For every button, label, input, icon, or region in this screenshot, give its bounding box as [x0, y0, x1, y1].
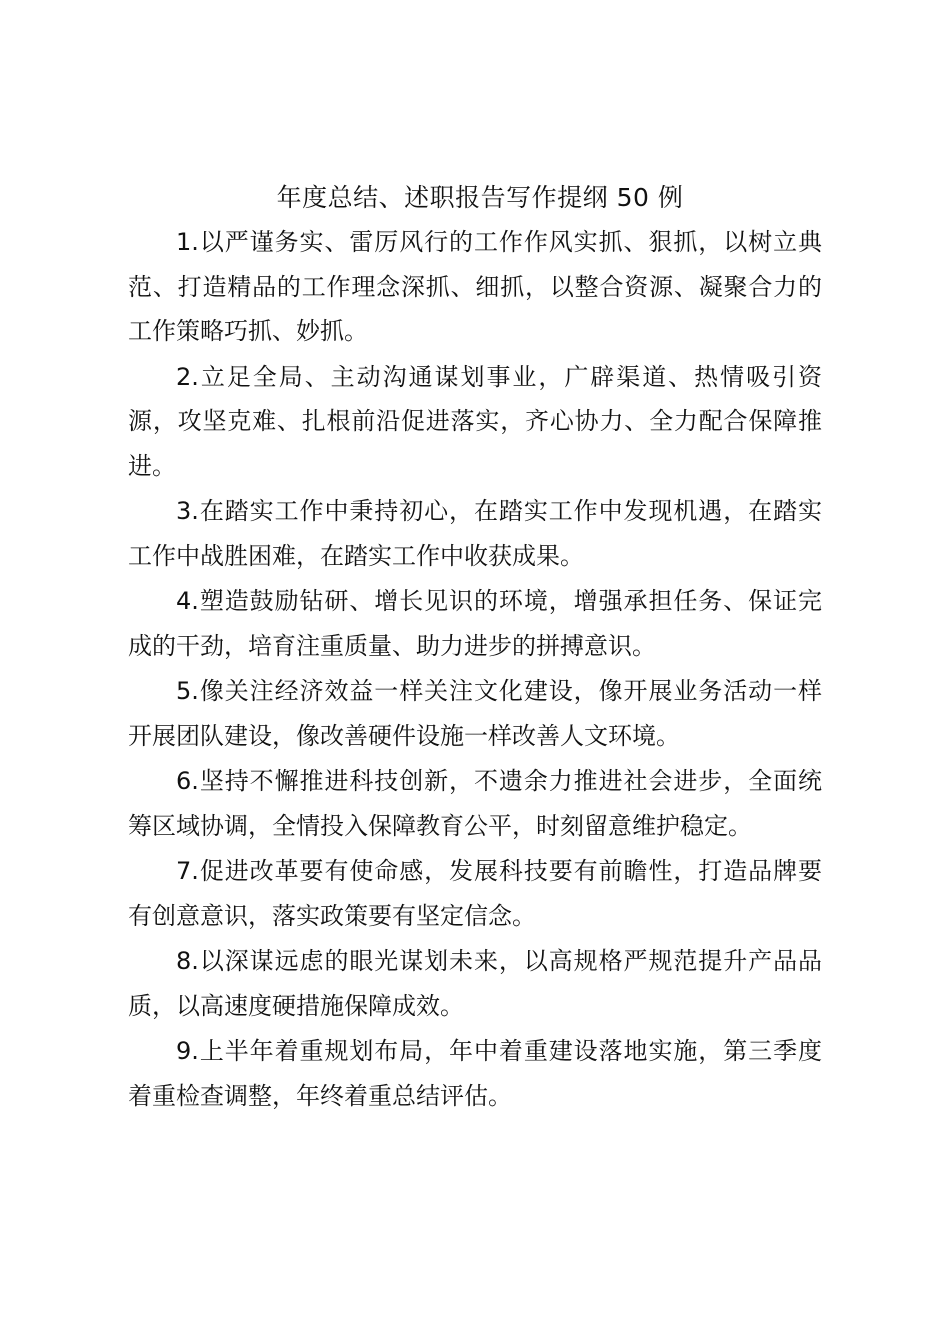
paragraph-4: 4.塑造鼓励钻研、增长见识的环境，增强承担任务、保证完成的干劲，培育注重质量、助力进步的拼搏意识。	[128, 587, 822, 660]
paragraph-6: 6.坚持不懈推进科技创新，不遗余力推进社会进步，全面统筹区域协调，全情投入保障教育公平，时刻留意维护稳定。	[128, 767, 822, 840]
paragraph-1: 1.以严谨务实、雷厉风行的工作作风实抓、狠抓，以树立典范、打造精品的工作理念深抓、细抓，以整合资源、凝聚合力的工作策略巧抓、妙抓。	[128, 228, 822, 345]
document-page	[128, 176, 822, 1119]
paragraph-9: 9.上半年着重规划布局，年中着重建设落地实施，第三季度着重检查调整，年终着重总结评估。	[128, 1037, 822, 1110]
paragraph-5: 5.像关注经济效益一样关注文化建设，像开展业务活动一样开展团队建设，像改善硬件设施一样改善人文环境。	[128, 677, 822, 750]
paragraph-2: 2.立足全局、主动沟通谋划事业，广辟渠道、热情吸引资源，攻坚克难、扎根前沿促进落实，齐心协力、全力配合保障推进。	[128, 362, 822, 480]
document-title: 年度总结、述职报告写作提纲 50 例	[276, 183, 684, 212]
paragraph-3: 3.在踏实工作中秉持初心，在踏实工作中发现机遇，在踏实工作中战胜困难，在踏实工作中收获成果。	[128, 497, 822, 570]
paragraph-8: 8.以深谋远虑的眼光谋划未来，以高规格严规范提升产品品质，以高速度硬措施保障成效。	[128, 947, 822, 1020]
paragraph-7: 7.促进改革要有使命感，发展科技要有前瞻性，打造品牌要有创意意识，落实政策要有坚定信念。	[128, 857, 822, 930]
